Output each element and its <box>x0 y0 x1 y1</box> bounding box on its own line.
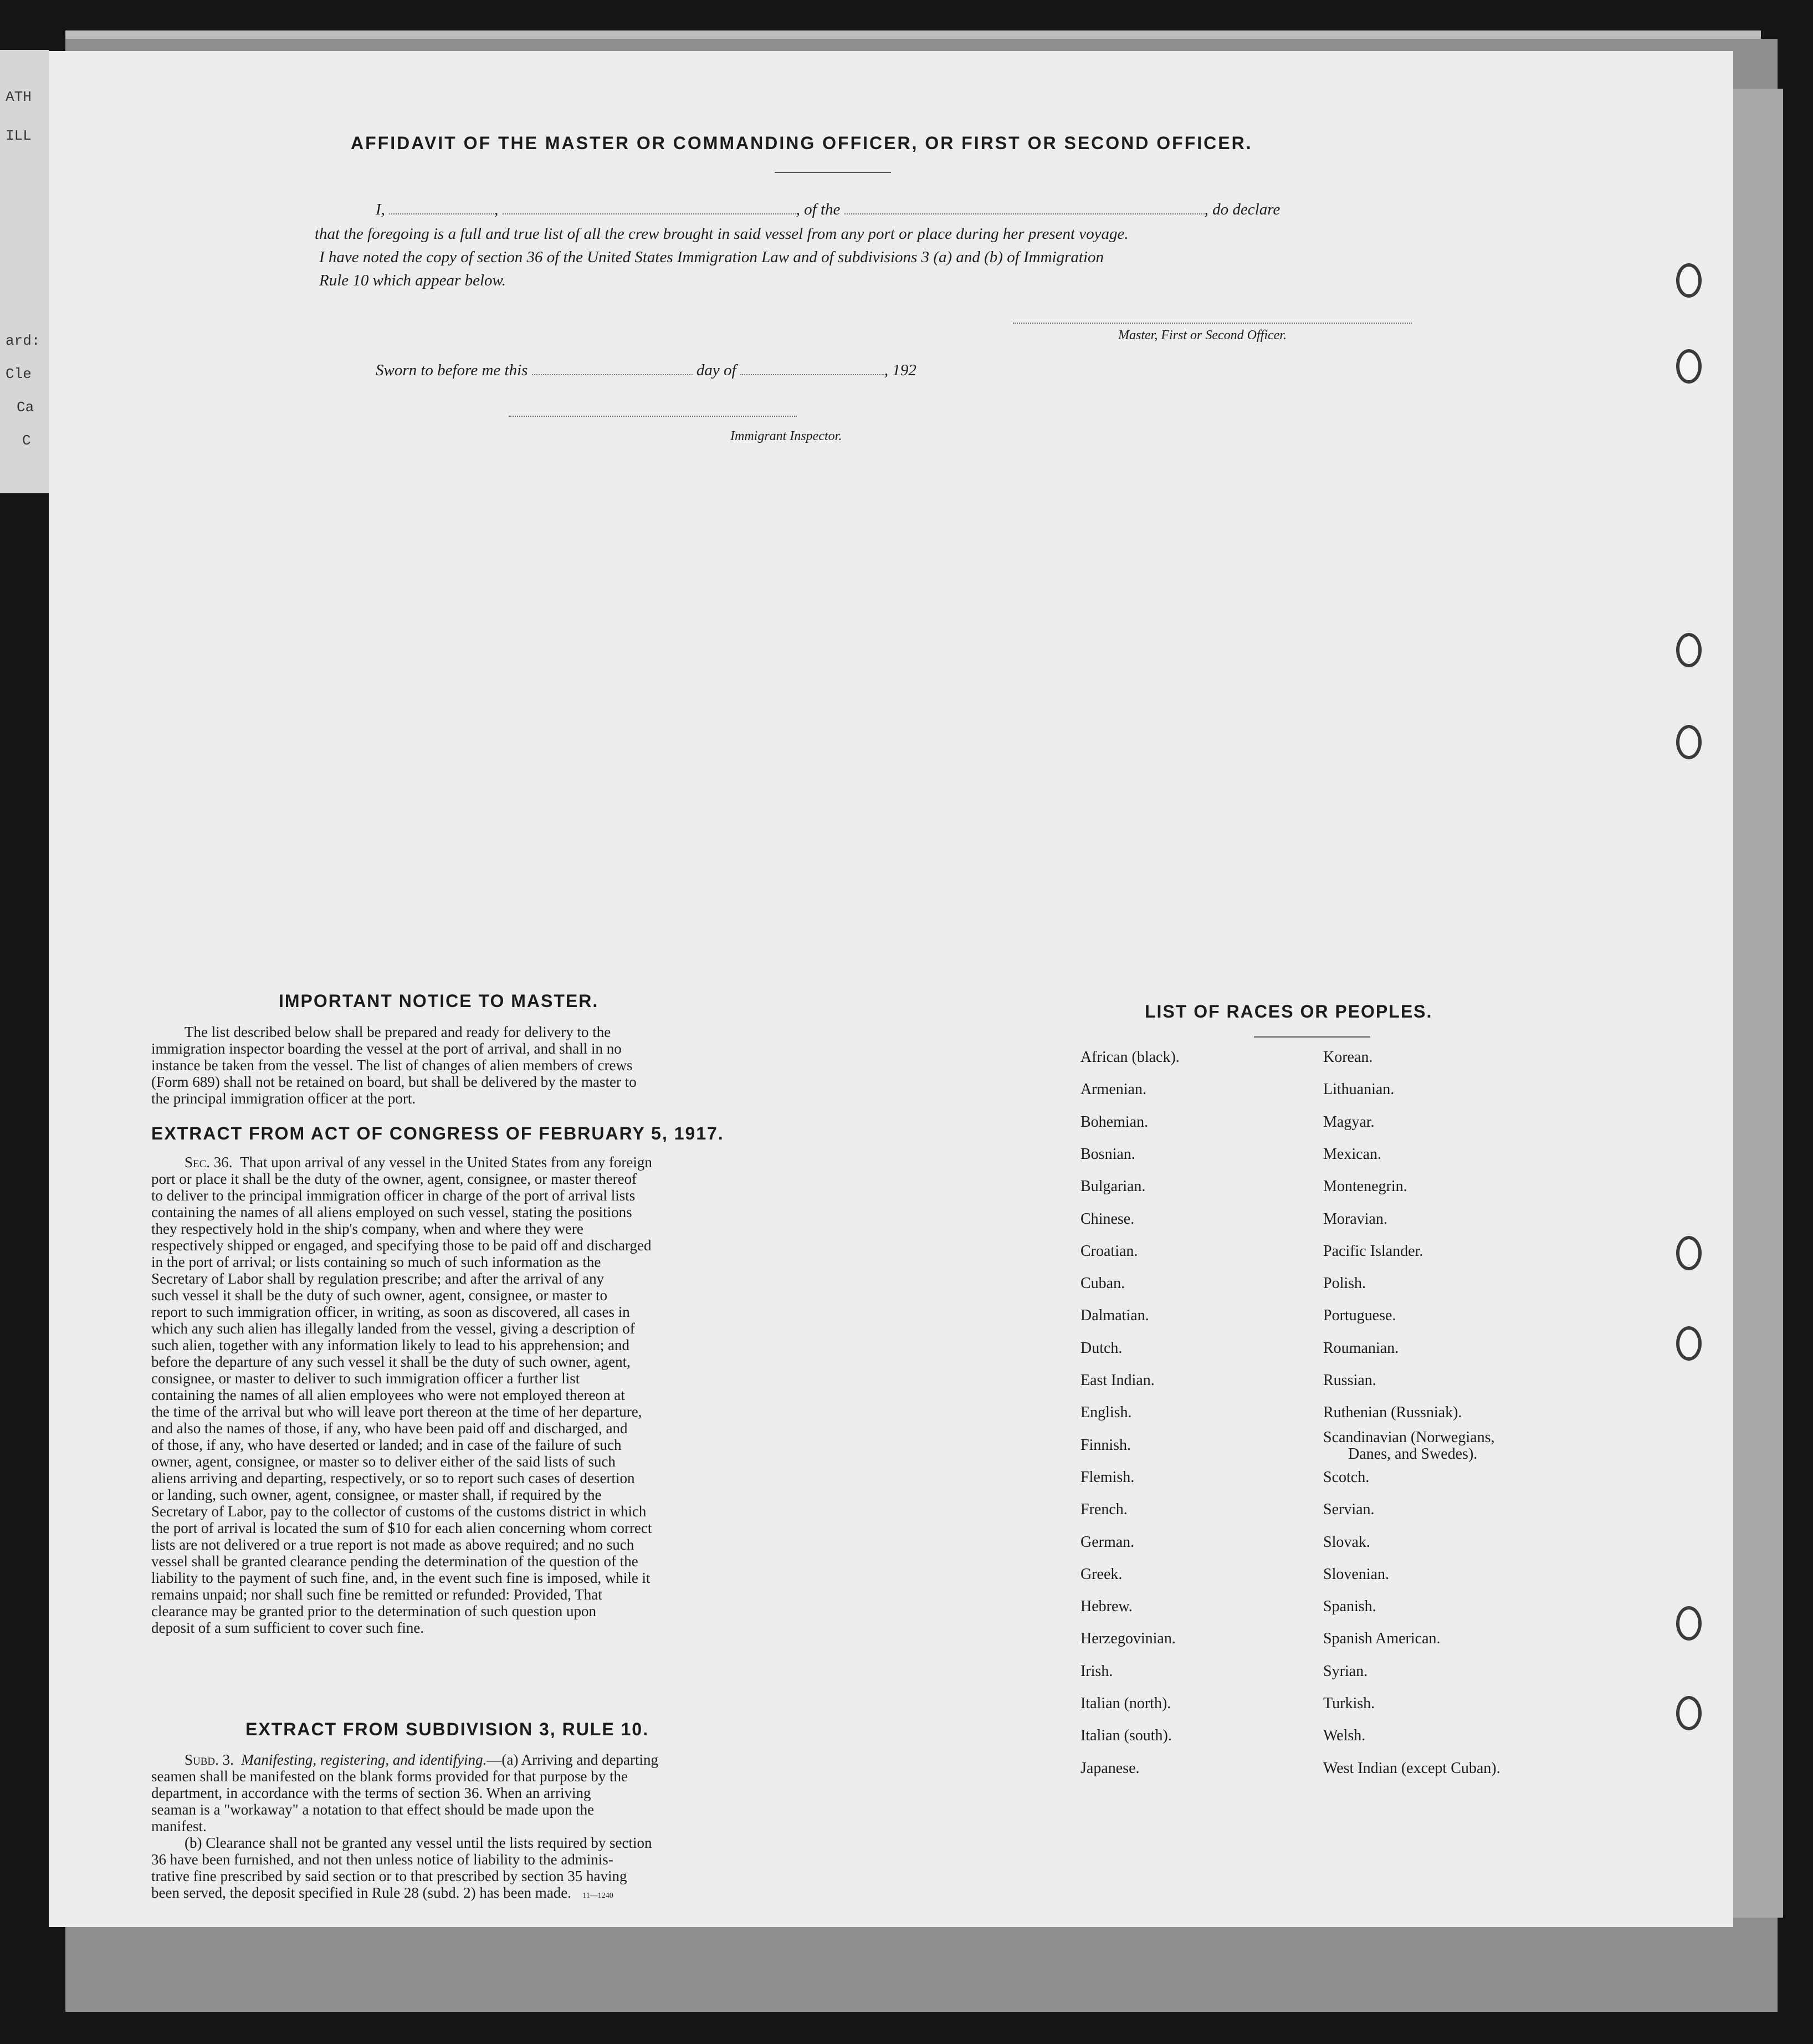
race-item: Welsh. <box>1323 1727 1366 1744</box>
act-line: such alien, together with any information likely to lead to his apprehension; and <box>151 1337 630 1353</box>
race-item: Italian (north). <box>1080 1695 1171 1712</box>
race-item: French. <box>1080 1501 1128 1518</box>
rule-line: seaman is a "workaway" a notation to that effect should be made upon the <box>151 1801 595 1818</box>
rule-text: —(a) Arriving and departing <box>486 1751 659 1768</box>
decl-do-declare: , do declare <box>1204 201 1281 218</box>
form-number: 11—1240 <box>582 1892 613 1900</box>
strip-text: ard: <box>6 333 40 349</box>
race-item: Greek. <box>1080 1566 1123 1583</box>
act-line: clearance may be granted prior to the determination of such question upon <box>151 1603 596 1619</box>
position-blank[interactable] <box>503 208 796 214</box>
act-line: of those, if any, who have deserted or landed; and in case of the failure of such <box>151 1437 622 1453</box>
rule-line <box>151 1751 836 1768</box>
race-item: Syrian. <box>1323 1663 1368 1680</box>
act-title: EXTRACT FROM ACT OF CONGRESS OF FEBRUARY 5, 1917. <box>151 1123 724 1143</box>
decl-of-the: , of the <box>796 201 841 218</box>
punch-hole <box>1676 1236 1702 1270</box>
race-item: Bosnian. <box>1080 1146 1135 1163</box>
rule-line: manifest. <box>151 1818 207 1835</box>
adjacent-page-strip <box>0 50 49 493</box>
punch-hole <box>1676 1326 1702 1361</box>
act-line: vessel shall be granted clearance pending the determination of the question of the <box>151 1553 638 1570</box>
strip-text: Ca <box>17 399 34 416</box>
vessel-blank[interactable] <box>844 208 1205 214</box>
rule-body <box>151 1751 836 1904</box>
race-item: Korean. <box>1323 1049 1373 1066</box>
race-item: Scandinavian (Norwegians, <box>1323 1429 1495 1446</box>
race-item: Lithuanian. <box>1323 1081 1395 1098</box>
race-item: West Indian (except Cuban). <box>1323 1760 1500 1777</box>
rule-line: (b) Clearance shall not be granted any vessel until the lists required by section <box>185 1835 652 1851</box>
decl-i: I, <box>376 201 385 218</box>
act-line: Secretary of Labor, pay to the collector of customs of the customs district in which <box>151 1503 647 1520</box>
race-item: Servian. <box>1323 1501 1375 1518</box>
notice-line: instance be taken from the vessel. The list of changes of alien members of crews <box>151 1057 633 1074</box>
section-label: Sec. 36. <box>185 1154 233 1171</box>
race-item: Spanish American. <box>1323 1630 1441 1647</box>
notice-line: the principal immigration officer at the port. <box>151 1090 416 1107</box>
act-line: before the departure of any such vessel it shall be the duty of such owner, agent, <box>151 1353 631 1370</box>
act-line: the time of the arrival but who will leave port thereon at the time of her departure, <box>151 1403 642 1420</box>
notice-line: The list described below shall be prepared and ready for delivery to the <box>185 1024 611 1040</box>
act-line: or landing, such owner, agent, consignee, or master shall, if required by the <box>151 1486 602 1503</box>
race-item: Cuban. <box>1080 1275 1125 1292</box>
subd-heading: Manifesting, registering, and identifying. <box>241 1751 487 1768</box>
act-body <box>151 1154 836 1636</box>
act-line: respectively shipped or engaged, and specifying those to be paid off and discharged <box>151 1237 652 1254</box>
strip-text: C <box>22 432 31 449</box>
race-item: Danes, and Swedes). <box>1348 1445 1478 1463</box>
rule-title: EXTRACT FROM SUBDIVISION 3, RULE 10. <box>245 1719 649 1739</box>
race-item: Finnish. <box>1080 1437 1131 1454</box>
page-edge <box>1733 89 1783 1918</box>
race-item: Mexican. <box>1323 1146 1381 1163</box>
strip-text: ILL <box>6 127 32 144</box>
race-item: Slovenian. <box>1323 1566 1389 1583</box>
notice-line: (Form 689) shall not be retained on board, but shall be delivered by the master to <box>151 1074 637 1090</box>
subd-label: Subd. 3. <box>185 1751 234 1768</box>
race-item: African (black). <box>1080 1049 1180 1066</box>
race-item: Scotch. <box>1323 1469 1370 1486</box>
act-line: the port of arrival is located the sum of $10 for each alien concerning whom correct <box>151 1520 652 1536</box>
races-rule <box>1254 1036 1370 1038</box>
rule-line: 36 have been furnished, and not then unless notice of liability to the adminis- <box>151 1851 613 1868</box>
title-rule <box>775 172 891 173</box>
act-line: such vessel it shall be the duty of such owner, agent, consignee, or master to <box>151 1287 607 1304</box>
race-item: Magyar. <box>1323 1113 1375 1131</box>
race-item: German. <box>1080 1534 1135 1551</box>
rule-text: been served, the deposit specified in Rule 28 (subd. 2) has been made. <box>151 1884 572 1901</box>
race-item: Herzegovinian. <box>1080 1630 1176 1647</box>
act-line: report to such immigration officer, in writing, as soon as discovered, all cases in <box>151 1304 630 1320</box>
sworn-text: Sworn to before me this <box>376 361 528 379</box>
race-item: Croatian. <box>1080 1243 1138 1260</box>
day-blank[interactable] <box>532 369 693 375</box>
punch-hole <box>1676 349 1702 384</box>
day-of: day of <box>696 361 736 379</box>
race-item: Roumanian. <box>1323 1340 1399 1357</box>
act-line: Secretary of Labor shall by regulation prescribe; and after the arrival of any <box>151 1270 605 1287</box>
race-item: Moravian. <box>1323 1210 1387 1228</box>
race-item: English. <box>1080 1404 1132 1421</box>
inspector-signature-label: Immigrant Inspector. <box>730 429 842 443</box>
rule-line <box>151 1884 836 1904</box>
rule-line: department, in accordance with the terms of section 36. When an arriving <box>151 1785 591 1801</box>
declaration-line: I, , , of the , do declare <box>376 201 1281 218</box>
act-line: aliens arriving and departing, respectively, or so to report such cases of desertion <box>151 1470 635 1486</box>
act-line: they respectively hold in the ship's company, when and where they were <box>151 1220 583 1237</box>
act-line: consignee, or master to deliver to such immigration officer a further list <box>151 1370 580 1387</box>
race-item: Pacific Islander. <box>1323 1243 1423 1260</box>
race-item: Bulgarian. <box>1080 1178 1146 1195</box>
declaration-text: that the foregoing is a full and true list of all the crew brought in said vessel from any port or place during her present voyage. <box>315 225 1129 243</box>
inspector-signature-line[interactable] <box>509 410 797 417</box>
punch-hole <box>1676 263 1702 298</box>
rule-line: trative fine prescribed by said section or to that prescribed by section 35 having <box>151 1868 627 1884</box>
race-item: Italian (south). <box>1080 1727 1172 1744</box>
rule-line: seamen shall be manifested on the blank forms provided for that purpose by the <box>151 1768 628 1785</box>
act-line: in the port of arrival; or lists containing so much of such information as the <box>151 1254 601 1270</box>
race-item: Ruthenian (Russniak). <box>1323 1404 1462 1421</box>
year: , 192 <box>884 361 916 379</box>
act-line: owner, agent, consignee, or master so to deliver either of the said lists of such <box>151 1453 616 1470</box>
declaration-text: I have noted the copy of section 36 of the United States Immigration Law and of subdivisions 3 (a) and (b) of Immigration <box>319 248 1104 266</box>
race-item: Dalmatian. <box>1080 1307 1149 1324</box>
act-line <box>151 1154 836 1171</box>
race-item: Armenian. <box>1080 1081 1146 1098</box>
act-line: to deliver to the principal immigration officer in charge of the port of arrival lists <box>151 1187 636 1204</box>
race-item: Hebrew. <box>1080 1598 1133 1615</box>
race-item: Portuguese. <box>1323 1307 1396 1324</box>
act-line: and also the names of those, if any, who have been paid off and discharged, and <box>151 1420 628 1437</box>
punch-hole <box>1676 1606 1702 1641</box>
declaration-text: Rule 10 which appear below. <box>319 272 506 289</box>
notice-body <box>151 1024 836 1107</box>
act-line: containing the names of all aliens employed on such vessel, stating the positions <box>151 1204 632 1220</box>
race-item: Japanese. <box>1080 1760 1140 1777</box>
strip-text: ATH <box>6 89 32 105</box>
race-item: Russian. <box>1323 1372 1376 1389</box>
race-item: Montenegrin. <box>1323 1178 1407 1195</box>
race-item: Flemish. <box>1080 1469 1135 1486</box>
act-line: liability to the payment of such fine, and, in the event such fine is imposed, while it <box>151 1570 651 1586</box>
master-signature-label: Master, First or Second Officer. <box>1118 328 1287 343</box>
race-item: Irish. <box>1080 1663 1113 1680</box>
act-text: That upon arrival of any vessel in the United States from any foreign <box>240 1154 652 1171</box>
notice-line: immigration inspector boarding the vessel at the port of arrival, and shall in no <box>151 1040 622 1057</box>
sworn-line <box>376 361 916 380</box>
race-item: East Indian. <box>1080 1372 1155 1389</box>
act-line: port or place it shall be the duty of the owner, agent, consignee, or master thereof <box>151 1171 637 1187</box>
punch-hole <box>1676 633 1702 667</box>
act-line: deposit of a sum sufficient to cover such fine. <box>151 1619 424 1636</box>
strip-text: Cle <box>6 366 32 382</box>
races-title: LIST OF RACES OR PEOPLES. <box>1145 1001 1433 1021</box>
master-signature-line[interactable] <box>1013 317 1412 324</box>
name-blank[interactable] <box>389 208 494 214</box>
race-item: Slovak. <box>1323 1534 1370 1551</box>
race-item: Spanish. <box>1323 1598 1376 1615</box>
act-line: which any such alien has illegally landed from the vessel, giving a description of <box>151 1320 635 1337</box>
act-line: containing the names of all alien employees who were not employed thereon at <box>151 1387 625 1403</box>
race-item: Chinese. <box>1080 1210 1135 1228</box>
act-line: lists are not delivered or a true report is not made as above required; and no such <box>151 1536 634 1553</box>
notice-title: IMPORTANT NOTICE TO MASTER. <box>279 991 599 1011</box>
punch-hole <box>1676 725 1702 759</box>
affidavit-title: AFFIDAVIT OF THE MASTER OR COMMANDING OFFICER, OR FIRST OR SECOND OFFICER. <box>351 133 1253 153</box>
punch-hole <box>1676 1696 1702 1730</box>
document-page <box>49 51 1733 1927</box>
race-item: Polish. <box>1323 1275 1366 1292</box>
race-item: Turkish. <box>1323 1695 1375 1712</box>
month-blank[interactable] <box>740 369 884 375</box>
race-item: Bohemian. <box>1080 1113 1149 1131</box>
act-line: remains unpaid; nor shall such fine be remitted or refunded: Provided, That <box>151 1586 602 1603</box>
race-item: Dutch. <box>1080 1340 1123 1357</box>
